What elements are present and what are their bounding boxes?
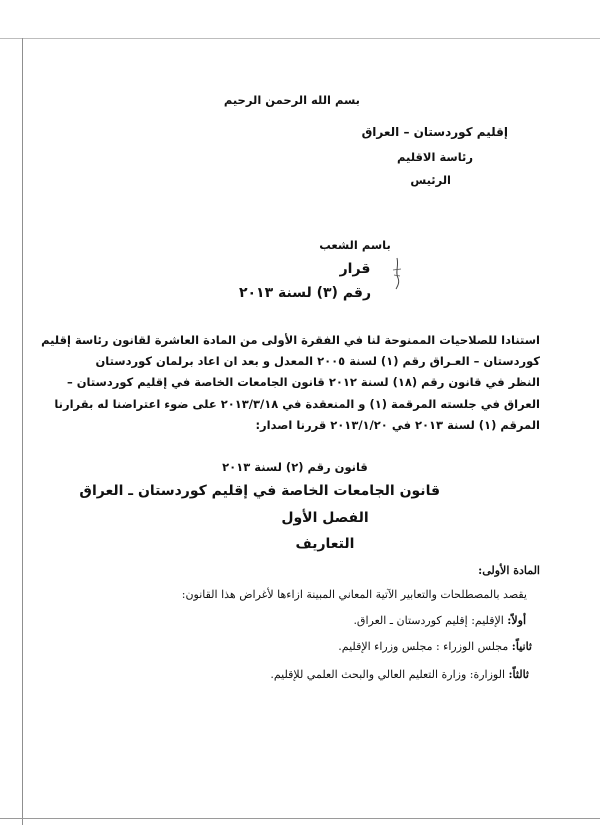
body-line-2: كوردستان – العـراق رقم (١) لسنة ٢٠٠٥ المعدل و بعد ان اعاد برلمان كوردستان: [95, 354, 540, 368]
definition-2-text: مجلس الوزراء : مجلس وزراء الإقليم.: [338, 640, 509, 653]
scan-edge-top: [0, 38, 600, 39]
decision-title: قرار: [339, 261, 371, 277]
definition-2: [338, 639, 532, 655]
law-number: قانون رقم (٢) لسنة ٢٠١٣: [222, 460, 368, 474]
body-line-4: العراق في جلسته المرقمة (١) و المنعقدة في ٢٠١٣/٣/١٨ على ضوء اعتراضنا له بقرارنا: [54, 397, 540, 411]
section-title: التعاريف: [295, 536, 355, 552]
header-region: إقليم كوردستان – العراق: [361, 125, 508, 139]
scan-edge-left: [22, 38, 23, 825]
basmala: بسم الله الرحمن الرحيم: [223, 93, 360, 107]
decision-number: رقم (٣) لسنة ٢٠١٣: [238, 285, 372, 301]
definition-1-text: الإقليم: إقليم كوردستان ـ العراق.: [353, 614, 504, 627]
law-title: قانون الجامعات الخاصة في إقليم كوردستان ـ العراق: [79, 483, 440, 499]
definition-1: [353, 613, 526, 629]
definition-1-ordinal: أولاً:: [507, 614, 526, 627]
definition-2-ordinal: ثانياً:: [511, 640, 532, 653]
chapter-title: الفصل الأول: [281, 510, 369, 526]
article-heading: المادة الأولى:: [478, 564, 540, 577]
header-presidency: رئاسة الاقليم: [397, 150, 473, 164]
preamble-in-name: باسم الشعب: [319, 238, 391, 252]
body-line-5: المرقم (١) لسنة ٢٠١٣ في ٢٠١٣/١/٢٠ قررنا اصدار:: [255, 418, 540, 432]
definition-3-text: الوزارة: وزارة التعليم العالي والبحث العلمي للإقليم.: [270, 668, 505, 681]
scan-edge-bottom: [0, 818, 600, 819]
body-line-1: استنادا للصلاحيات الممنوحة لنا في الفقرة الأولى من المادة العاشرة لقانون رئاسة إقليم: [41, 333, 540, 347]
handwritten-mark: [388, 256, 406, 290]
definition-3: [270, 667, 529, 683]
article-intro: يقصد بالمصطلحات والتعابير الآتية المعاني المبينة ازاءها لأغراض هذا القانون:: [181, 588, 527, 601]
header-president: الرئيس: [410, 173, 451, 187]
body-line-3: النظر في قانون رقم (١٨) لسنة ٢٠١٢ قانون الجامعات الخاصة في إقليم كوردستان –: [66, 375, 540, 389]
definition-3-ordinal: ثالثاً:: [508, 668, 529, 681]
